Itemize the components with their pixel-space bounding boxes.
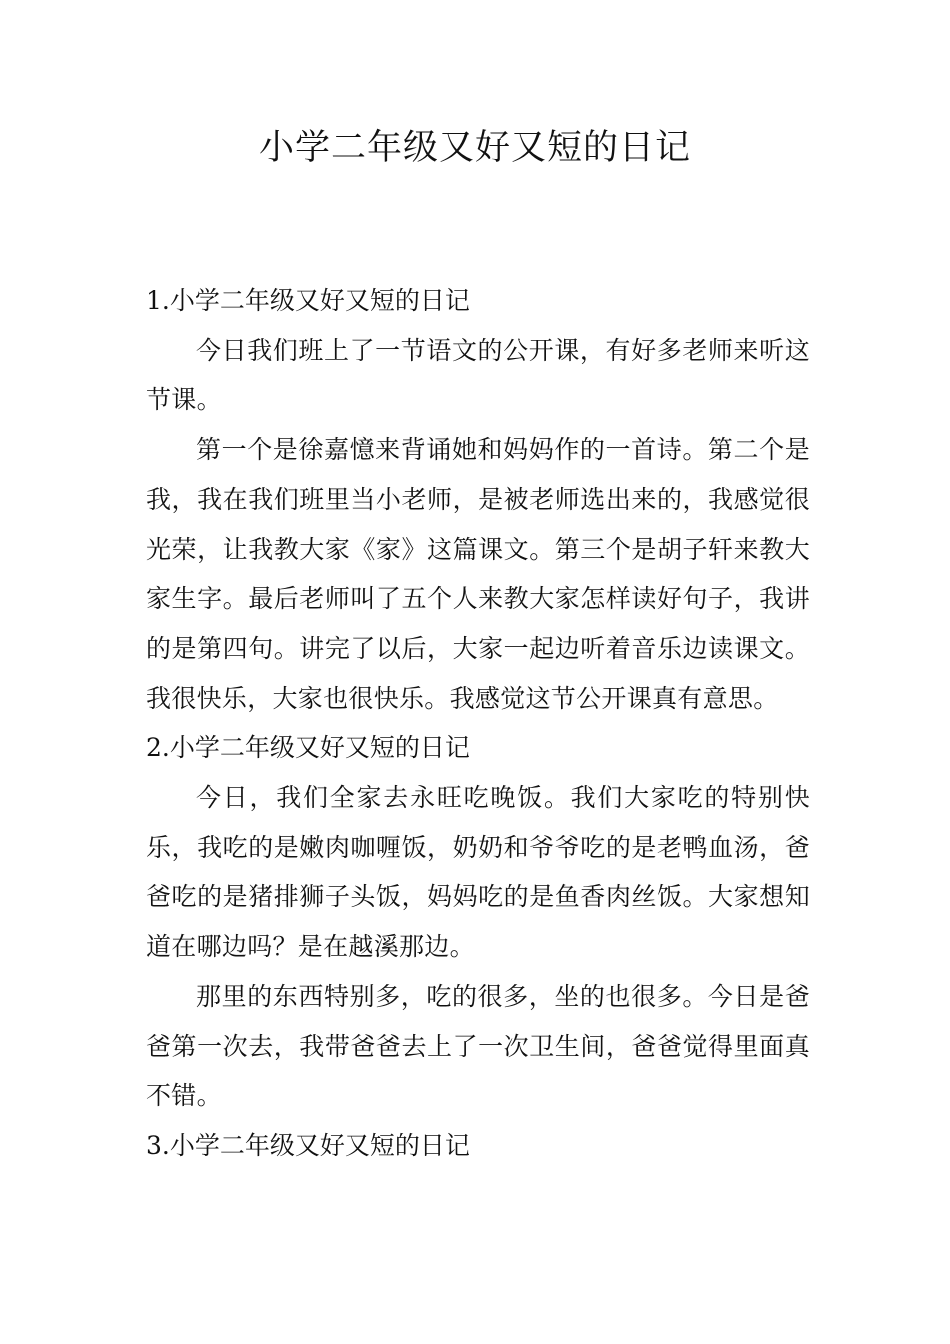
diary-section-3 xyxy=(146,1121,810,1171)
diary-section-2 xyxy=(146,723,810,1121)
paragraph: 今日我们班上了一节语文的公开课，有好多老师来听这节课。 xyxy=(146,335,810,415)
paragraph: 今日，我们全家去永旺吃晚饭。我们大家吃的特别快乐，我吃的是嫩肉咖喱饭，奶奶和爷爷吃的是老鸭血汤，爸爸吃的是猪排狮子头饭，妈妈吃的是鱼香肉丝饭。大家想知道在哪边吗？是在越溪那边。 xyxy=(146,783,810,962)
document-body xyxy=(146,276,810,1171)
section-heading: 3.小学二年级又好又短的日记 xyxy=(146,1130,470,1160)
paragraph: 第一个是徐嘉憶来背诵她和妈妈作的一首诗。第二个是我，我在我们班里当小老师，是被老师选出来的，我感觉很光荣，让我教大家《家》这篇课文。第三个是胡子轩来教大家生字。最后老师叫了五个人来教大家怎样读好句子，我讲的是第四句。讲完了以后，大家一起边听着音乐边读课文。我很快乐，大家也很快乐。我感觉这节公开课真有意思。 xyxy=(146,435,810,713)
section-heading: 1.小学二年级又好又短的日记 xyxy=(146,286,470,315)
section-heading: 2.小学二年级又好又短的日记 xyxy=(146,733,470,763)
document-title: 小学二年级又好又短的日记 xyxy=(258,128,691,168)
paragraph: 那里的东西特别多，吃的很多，坐的也很多。今日是爸爸第一次去，我带爸爸去上了一次卫生间，爸爸觉得里面真不错。 xyxy=(146,981,810,1111)
diary-section-1 xyxy=(146,276,810,723)
